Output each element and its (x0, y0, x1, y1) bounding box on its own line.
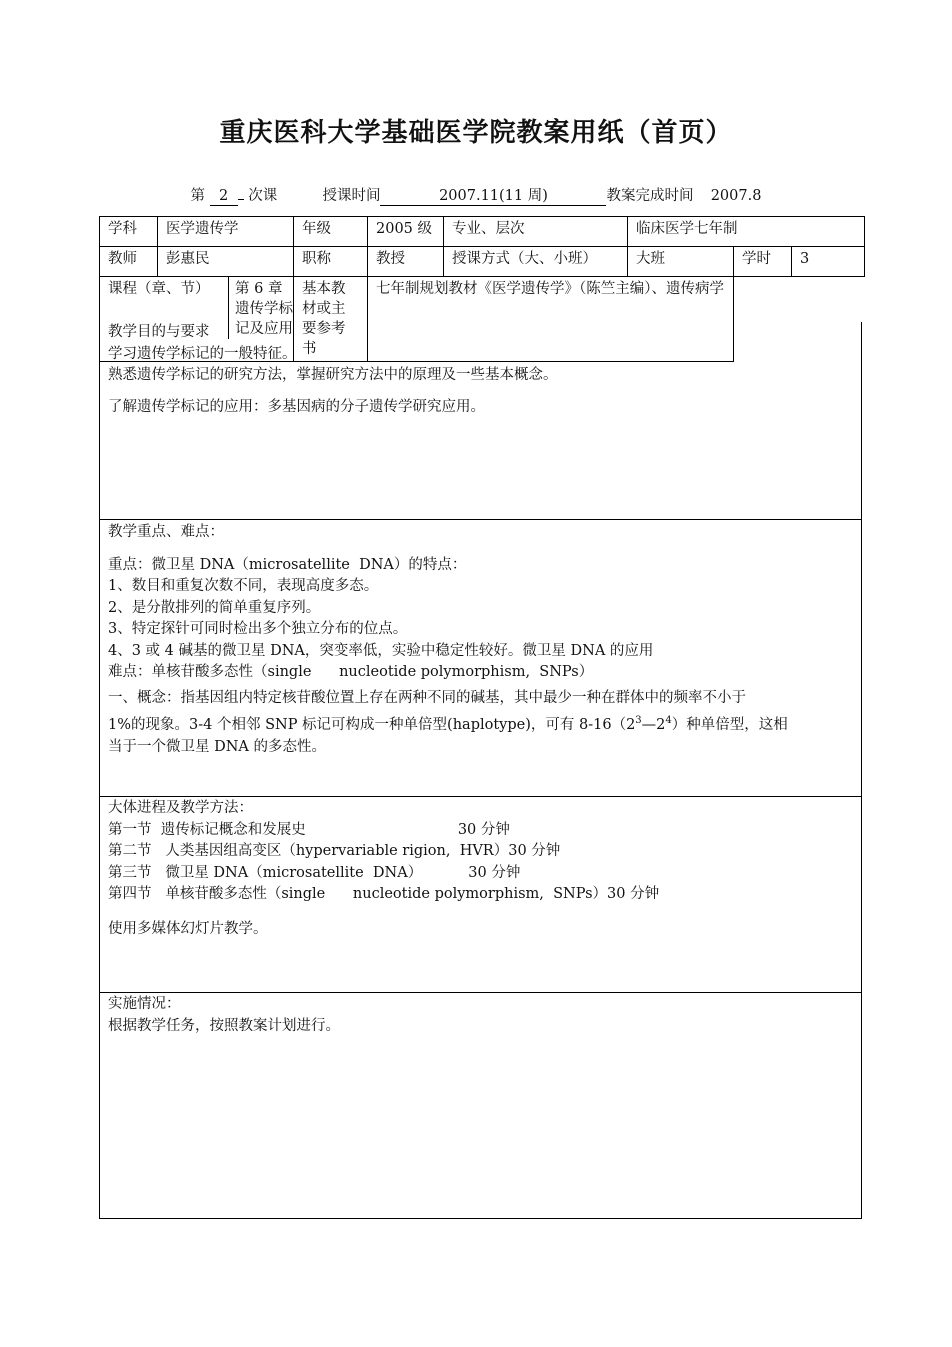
objectives-line: 学习遗传学标记的一般特征。 (108, 345, 297, 362)
lesson-number: 2 (210, 187, 238, 206)
grade-label: 年级 (294, 217, 368, 247)
page-title: 重庆医科大学基础医学院教案用纸（首页） (219, 118, 733, 148)
objectives-section (99, 322, 862, 520)
finish-time-label: 教案完成时间 (606, 188, 694, 204)
implementation-line: 根据教学任务，按照教案计划进行。 (108, 1017, 340, 1034)
grade-value: 2005 级 (368, 217, 444, 247)
lesson-suffix: 次课 (248, 188, 278, 204)
progress-section (99, 797, 862, 993)
book-value: 七年制规划教材《医学遗传学》（陈竺主编）、遗传病学 (368, 277, 734, 362)
exponent: 3 (635, 715, 642, 727)
keypoints-line: 3、特定探针可同时检出多个独立分布的位点。 (108, 621, 408, 637)
lesson-meta-line (0, 184, 952, 206)
teacher-label: 教师 (100, 247, 158, 277)
lesson-prefix: 第 (190, 188, 206, 204)
implementation-heading: 实施情况： (108, 996, 181, 1012)
teach-time-value: 2007.11(11 周) (380, 187, 606, 206)
header-row-1 (100, 217, 865, 247)
progress-item: 第三节 微卫星 DNA（microsatellite DNA） 30 分钟 (108, 864, 521, 881)
rank-value: 教授 (368, 247, 444, 277)
keypoints-heading: 教学重点、难点： (108, 524, 224, 540)
implementation-section (99, 993, 862, 1219)
course-value: 第 6 章 遗传学标记及应用 (228, 277, 293, 339)
course-label: 课程（章、节） (108, 281, 210, 297)
objectives-heading: 教学目的与要求 (108, 324, 210, 340)
finish-time-value: 2007.8 (710, 188, 762, 204)
mode-label: 授课方式（大、小班） (444, 247, 628, 277)
subject-value: 医学遗传学 (158, 217, 294, 247)
rank-label: 职称 (294, 247, 368, 277)
keypoints-line: 一、概念：指基因组内特定核苷酸位置上存在两种不同的碱基，其中最少一种在群体中的频率不小于 (108, 689, 746, 706)
header-row-2 (100, 247, 865, 277)
keypoints-text: —2 (641, 717, 666, 733)
keypoints-line: 当于一个微卫星 DNA 的多态性。 (108, 738, 327, 755)
keypoints-line: 重点：微卫星 DNA（microsatellite DNA）的特点： (108, 556, 467, 573)
keypoints-section (99, 520, 862, 797)
keypoints-line: 4、3 或 4 碱基的微卫星 DNA，突变率低，实验中稳定性较好。微卫星 DNA 的应用 (108, 642, 654, 659)
progress-heading: 大体进程及教学方法： (108, 800, 253, 816)
keypoints-line: 2、是分散排列的简单重复序列。 (108, 599, 321, 616)
major-label: 专业、层次 (444, 217, 628, 247)
objectives-line: 熟悉遗传学标记的研究方法，掌握研究方法中的原理及一些基本概念。 (108, 367, 558, 383)
book-label: 基本教材或主要参考书 (294, 277, 368, 362)
progress-item: 第一节 遗传标记概念和发展史 30 分钟 (108, 821, 510, 838)
teacher-value: 彭惠民 (158, 247, 294, 277)
keypoints-text: ）种单倍型，这相 (671, 717, 788, 733)
mode-value: 大班 (628, 247, 734, 277)
keypoints-line (108, 715, 853, 737)
progress-item: 第二节 人类基因组高变区（hypervariable rigion, HVR）30 分钟 (108, 843, 561, 859)
progress-method: 使用多媒体幻灯片教学。 (108, 920, 268, 937)
hours-label: 学时 (734, 247, 792, 277)
teach-time-label: 授课时间 (322, 188, 381, 204)
major-value: 临床医学七年制 (628, 217, 865, 247)
exponent: 4 (665, 715, 672, 727)
keypoints-line: 难点：单核苷酸多态性（single nucleotide polymorphism, SNPs） (108, 664, 594, 680)
keypoints-text: 1%的现象。3-4 个相邻 SNP 标记可构成一种单倍型(haplotype)，可有 8-16（2 (108, 717, 636, 733)
keypoints-line: 1、数目和重复次数不同，表现高度多态。 (108, 578, 379, 594)
objectives-line: 了解遗传学标记的应用：多基因病的分子遗传学研究应用。 (108, 398, 485, 415)
progress-item: 第四节 单核苷酸多态性（single nucleotide polymorphism, SNPs）30 分钟 (108, 886, 660, 902)
hours-value: 3 (792, 247, 865, 277)
subject-label: 学科 (100, 217, 158, 247)
